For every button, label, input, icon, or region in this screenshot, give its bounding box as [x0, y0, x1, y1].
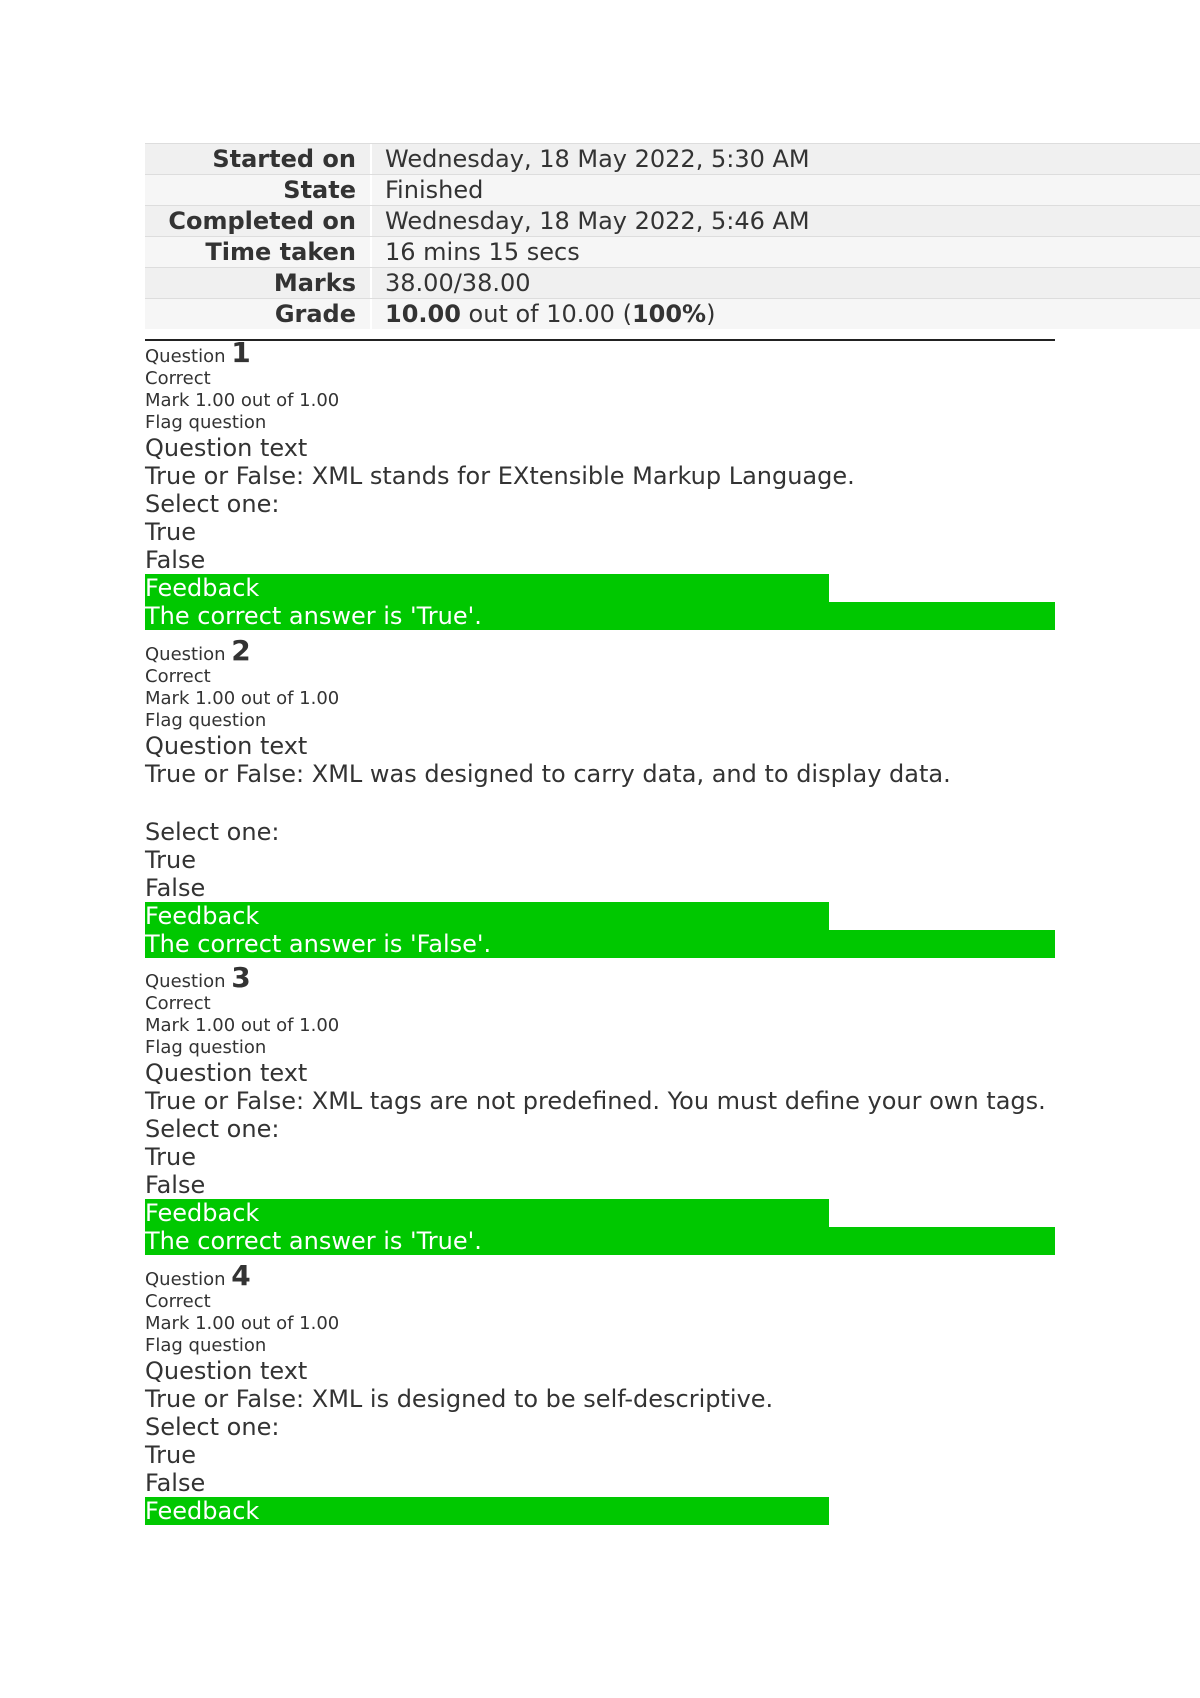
question-header	[145, 961, 1055, 994]
feedback-answer: The correct answer is 'True'.	[145, 602, 1055, 630]
question-text: True or False: XML is designed to be self-descriptive.	[145, 1385, 774, 1413]
summary-value: 38.00/38.00	[385, 269, 531, 297]
question-prefix: Question	[145, 644, 226, 665]
option-false[interactable]: False	[145, 874, 206, 902]
option-true[interactable]: True	[145, 518, 196, 546]
flag-question-link[interactable]: Flag question	[145, 710, 267, 731]
select-one-label: Select one:	[145, 1413, 280, 1441]
summary-label: Marks	[145, 268, 372, 298]
question-text-label: Question text	[145, 434, 308, 462]
summary-label: Started on	[145, 144, 372, 174]
question-mark: Mark 1.00 out of 1.00	[145, 1313, 340, 1334]
summary-value: Finished	[385, 176, 484, 204]
question-prefix: Question	[145, 1269, 226, 1290]
question-status: Correct	[145, 993, 211, 1014]
question-mark: Mark 1.00 out of 1.00	[145, 688, 340, 709]
question-number: 3	[231, 961, 251, 994]
question-1	[145, 336, 1055, 630]
summary-row-started	[145, 143, 1200, 174]
question-prefix: Question	[145, 971, 226, 992]
feedback-label: Feedback	[145, 1497, 829, 1525]
flag-question-link[interactable]: Flag question	[145, 1335, 267, 1356]
summary-label: Grade	[145, 299, 372, 329]
question-4	[145, 1259, 1055, 1525]
question-header	[145, 634, 1055, 667]
question-status: Correct	[145, 1291, 211, 1312]
flag-question-link[interactable]: Flag question	[145, 1037, 267, 1058]
option-true[interactable]: True	[145, 1441, 196, 1469]
question-3	[145, 961, 1055, 1255]
option-false[interactable]: False	[145, 1171, 206, 1199]
question-header	[145, 1259, 1055, 1292]
question-number: 4	[231, 1259, 251, 1292]
summary-divider	[145, 339, 1055, 341]
feedback-label: Feedback	[145, 574, 829, 602]
question-status: Correct	[145, 368, 211, 389]
summary-label: State	[145, 175, 372, 205]
attempt-summary-table	[145, 143, 1200, 329]
grade-percent: 100%	[631, 300, 707, 328]
feedback-answer: The correct answer is 'False'.	[145, 930, 1055, 958]
summary-row-completed	[145, 205, 1200, 236]
question-text-label: Question text	[145, 1059, 308, 1087]
feedback-answer: The correct answer is 'True'.	[145, 1227, 1055, 1255]
select-one-label: Select one:	[145, 818, 280, 846]
feedback-label: Feedback	[145, 902, 829, 930]
summary-row-grade	[145, 298, 1200, 329]
question-mark: Mark 1.00 out of 1.00	[145, 1015, 340, 1036]
question-number: 1	[231, 336, 251, 369]
question-prefix: Question	[145, 346, 226, 367]
select-one-label: Select one:	[145, 490, 280, 518]
question-text: True or False: XML was designed to carry data, and to display data.	[145, 760, 951, 788]
summary-row-marks	[145, 267, 1200, 298]
question-text-label: Question text	[145, 1357, 308, 1385]
grade-score: 10.00	[385, 300, 461, 328]
feedback-label: Feedback	[145, 1199, 829, 1227]
question-status: Correct	[145, 666, 211, 687]
flag-question-link[interactable]: Flag question	[145, 412, 267, 433]
summary-label: Completed on	[145, 206, 372, 236]
question-text: True or False: XML stands for EXtensible Markup Language.	[145, 462, 855, 490]
question-mark: Mark 1.00 out of 1.00	[145, 390, 340, 411]
option-true[interactable]: True	[145, 846, 196, 874]
grade-close: )	[706, 300, 716, 328]
select-one-label: Select one:	[145, 1115, 280, 1143]
spacer	[145, 788, 1055, 818]
summary-label: Time taken	[145, 237, 372, 267]
question-2	[145, 634, 1055, 958]
summary-value: Wednesday, 18 May 2022, 5:46 AM	[385, 207, 810, 235]
summary-value: Wednesday, 18 May 2022, 5:30 AM	[385, 145, 810, 173]
option-false[interactable]: False	[145, 546, 206, 574]
option-true[interactable]: True	[145, 1143, 196, 1171]
summary-row-time-taken	[145, 236, 1200, 267]
summary-value: 16 mins 15 secs	[385, 238, 580, 266]
summary-value-grade	[372, 299, 715, 329]
question-text: True or False: XML tags are not predefined. You must define your own tags.	[145, 1087, 1046, 1115]
grade-out-of: out of 10.00 (	[460, 300, 632, 328]
question-header	[145, 336, 1055, 369]
question-number: 2	[231, 634, 251, 667]
option-false[interactable]: False	[145, 1469, 206, 1497]
question-text-label: Question text	[145, 732, 308, 760]
summary-row-state	[145, 174, 1200, 205]
